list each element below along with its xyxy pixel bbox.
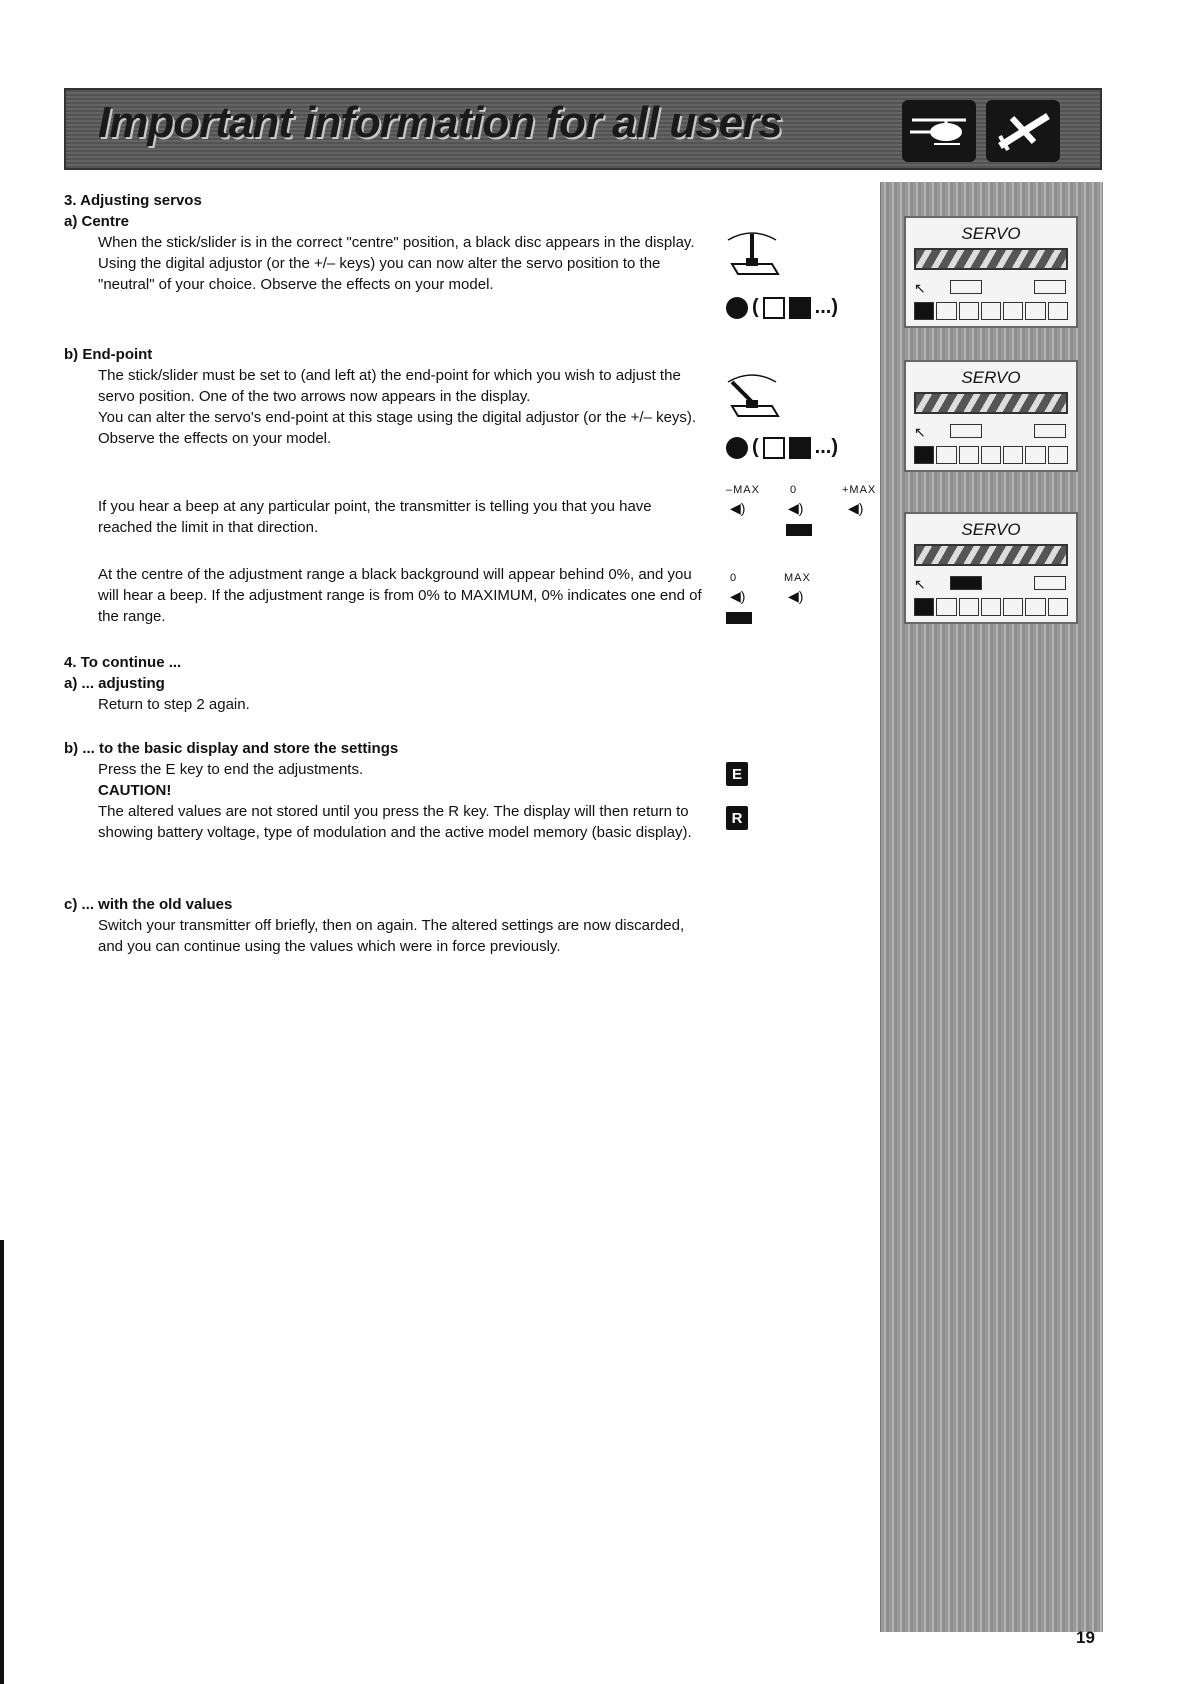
lcd-value-right xyxy=(1034,576,1066,590)
section-adjusting-servos xyxy=(64,190,704,295)
lcd-title: SERVO xyxy=(961,224,1021,243)
beep-icon: ◀) xyxy=(788,500,804,516)
servo-lcd-zero xyxy=(904,512,1078,624)
zero-highlight-icon xyxy=(786,524,812,536)
r-key-icon: R xyxy=(726,806,748,830)
page-number: 19 xyxy=(1076,1628,1095,1647)
section-old-values xyxy=(64,894,704,957)
range-max-label: +MAX xyxy=(842,484,877,496)
arrow-icon: ↖ xyxy=(914,576,926,592)
airplane-icon xyxy=(986,100,1060,162)
lcd-row xyxy=(914,280,1068,298)
digital-adjustor-icon xyxy=(726,297,748,319)
minus-key-icon xyxy=(763,297,785,319)
section-heading: 4. To continue ... xyxy=(64,654,182,671)
lcd-row xyxy=(914,576,1068,594)
subsection-heading: b) End-point xyxy=(64,346,153,363)
range-min-label: –MAX xyxy=(726,484,760,496)
range-max-label: MAX xyxy=(784,572,811,584)
paragraph: Switch your transmitter off briefly, then on again. The altered settings are now discarded, and you can continue using the values which were in force previously. xyxy=(98,917,685,955)
plus-key-icon xyxy=(789,297,811,319)
lcd-row xyxy=(914,424,1068,442)
lcd-cells xyxy=(914,598,1068,616)
adjustor-keys-1 xyxy=(726,296,838,319)
lcd-value-left-highlighted xyxy=(950,576,982,590)
paragraph: Using the digital adjustor (or the +/– keys) you can now alter the servo position to the "neutral" of your choice. Observe the effects on your model. xyxy=(98,255,661,293)
paragraph: You can alter the servo's end-point at this stage using the digital adjustor (or the +/– keys). Observe the effects on your model. xyxy=(98,409,697,447)
subsection-heading: b) ... to the basic display and store the settings xyxy=(64,740,399,757)
range-zero-label: 0 xyxy=(730,572,738,584)
paragraph: The stick/slider must be set to (and left at) the end-point for which you wish to adjust the servo position. One of the two arrows now appears in the display. xyxy=(98,367,681,405)
section-continue xyxy=(64,652,704,715)
paragraph: When the stick/slider is in the correct "centre" position, a black disc appears in the display. xyxy=(98,234,695,251)
paren-open: ( xyxy=(752,436,759,458)
paren-open: ( xyxy=(752,296,759,318)
lcd-cells xyxy=(914,302,1068,320)
lcd-value-left xyxy=(950,280,982,294)
lcd-title: SERVO xyxy=(961,520,1021,539)
scan-edge xyxy=(0,1240,4,1684)
stick-endpoint-icon xyxy=(722,370,782,422)
dots-close: ...) xyxy=(814,436,839,458)
beep-paragraph xyxy=(64,496,704,538)
lcd-value-right xyxy=(1034,424,1066,438)
lcd-value-left xyxy=(950,424,982,438)
paragraph: Press the E key to end the adjustments. xyxy=(98,761,364,778)
paragraph: If you hear a beep at any particular point, the transmitter is telling you that you have reached the limit in that direction. xyxy=(98,498,652,536)
beep-icon: ◀) xyxy=(730,588,746,604)
beep-icon: ◀) xyxy=(848,500,864,516)
header-banner xyxy=(64,88,1102,170)
helicopter-icon xyxy=(902,100,976,162)
stick-centre-icon xyxy=(722,228,782,280)
range-zero-label: 0 xyxy=(790,484,798,496)
paragraph: The altered values are not stored until you press the R key. The display will then return to showing battery voltage, type of modulation and the active model memory (basic display). xyxy=(98,803,692,841)
lcd-bar xyxy=(914,248,1068,270)
servo-lcd-endpoint xyxy=(904,360,1078,472)
lcd-cells xyxy=(914,446,1068,464)
section-store xyxy=(64,738,704,843)
subsection-heading: a) Centre xyxy=(64,213,130,230)
arrow-icon: ↖ xyxy=(914,424,926,440)
arrow-icon: ↖ xyxy=(914,280,926,296)
beep-icon: ◀) xyxy=(788,588,804,604)
section-heading: 3. Adjusting servos xyxy=(64,192,202,209)
adjustor-keys-2 xyxy=(726,436,838,459)
caution-label: CAUTION! xyxy=(98,782,172,799)
e-key-icon: E xyxy=(726,762,748,786)
servo-lcd-centre xyxy=(904,216,1078,328)
paragraph: Return to step 2 again. xyxy=(98,696,250,713)
lcd-value-right xyxy=(1034,280,1066,294)
subsection-heading: a) ... adjusting xyxy=(64,675,165,692)
zero-paragraph xyxy=(64,564,704,627)
dots-close: ...) xyxy=(814,296,839,318)
digital-adjustor-icon xyxy=(726,437,748,459)
lcd-bar xyxy=(914,392,1068,414)
zero-highlight-icon xyxy=(726,612,752,624)
section-end-point xyxy=(64,344,704,449)
subsection-heading: c) ... with the old values xyxy=(64,896,233,913)
lcd-bar xyxy=(914,544,1068,566)
lcd-title: SERVO xyxy=(961,368,1021,387)
paragraph: At the centre of the adjustment range a black background will appear behind 0%, and you will hear a beep. If the adjustment range is from 0% to MAXIMUM, 0% indicates one end of the range. xyxy=(98,566,702,625)
beep-icon: ◀) xyxy=(730,500,746,516)
plus-key-icon xyxy=(789,437,811,459)
banner-title: Important information for all users xyxy=(98,98,782,147)
minus-key-icon xyxy=(763,437,785,459)
